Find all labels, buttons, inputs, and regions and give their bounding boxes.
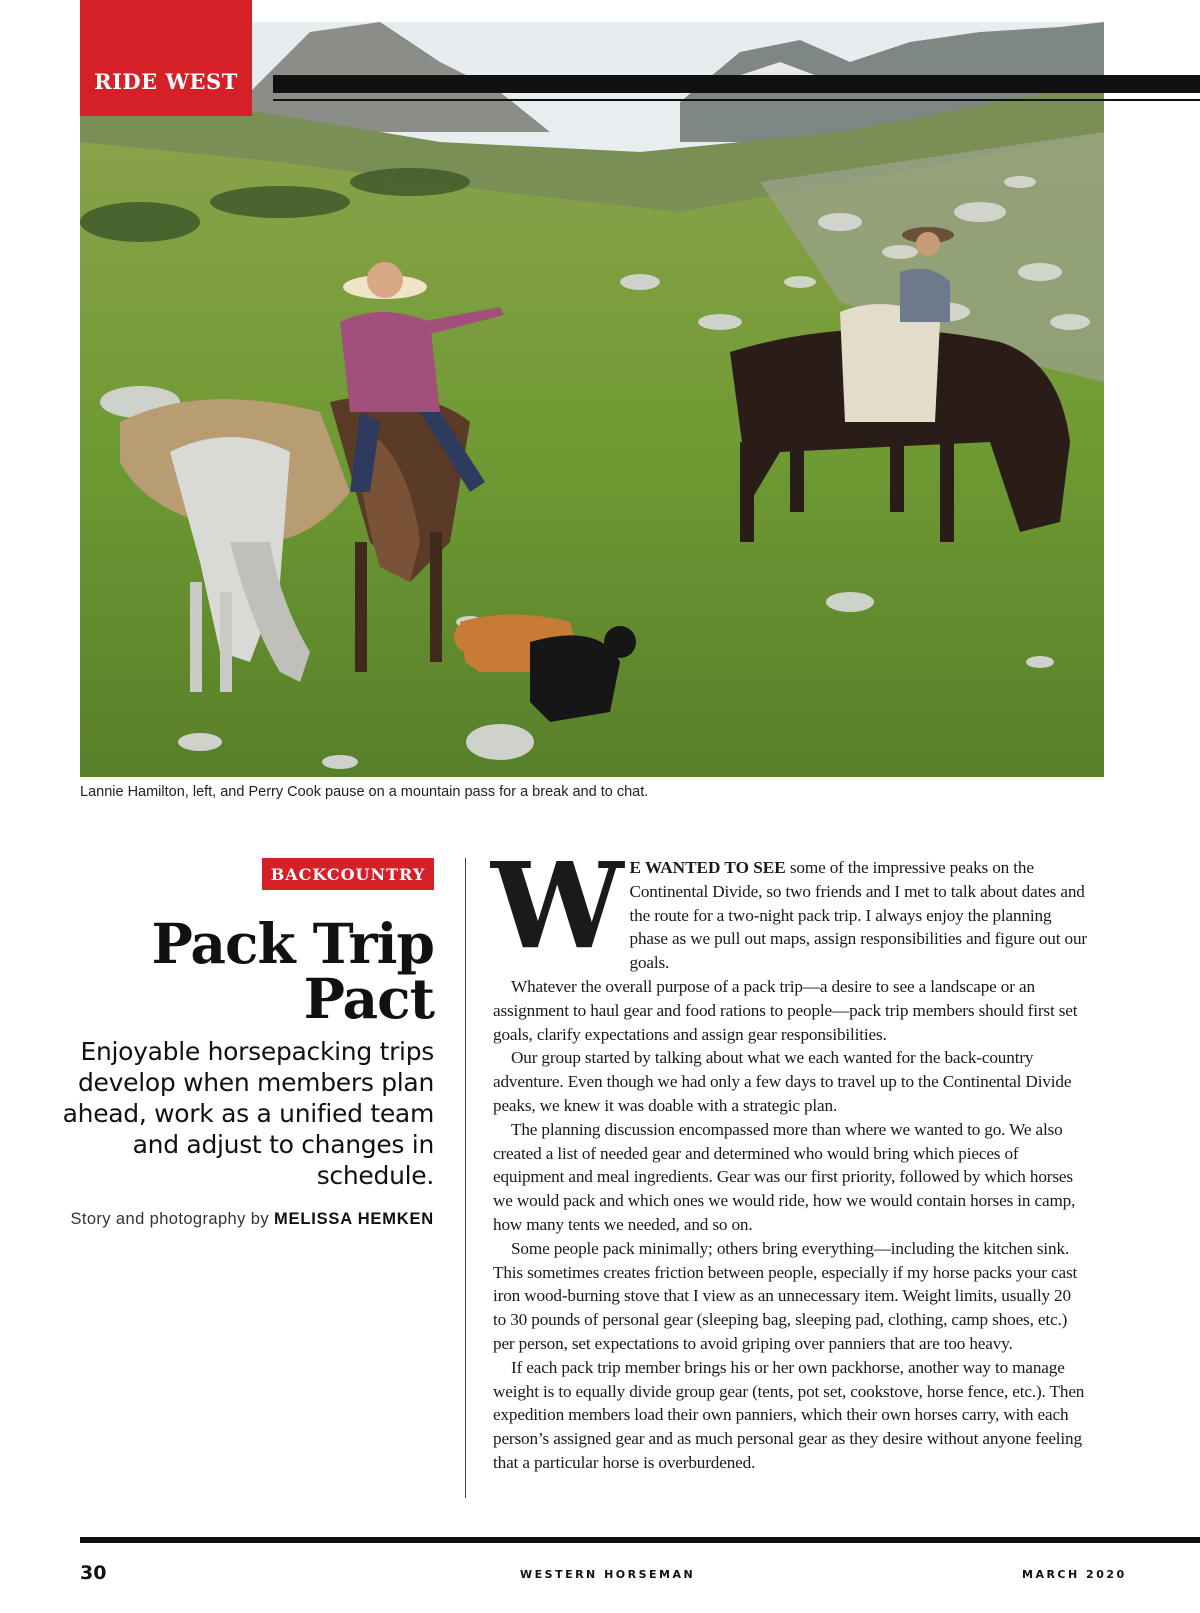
body-paragraph: Whatever the overall purpose of a pack trip—a desire to see a landscape or an assignment to haul gear and food rations to people—pack trip members should first set goals, clarify expectations and assign gear responsibilities. xyxy=(493,976,1078,1044)
body-paragraph: If each pack trip member brings his or her own packhorse, another way to manage weight is to equally divide group gear (tents, pot set, cookstove, horse fence, etc.). Then expedition members load their own panniers, which their own horses carry, with each person’s assigned gear and as much personal gear as they desire without anyone feeling that a particular horse is overburdened. xyxy=(493,1357,1085,1472)
byline-prefix: Story and photography by xyxy=(70,1210,269,1228)
article-kicker: BACKCOUNTRY xyxy=(262,858,434,890)
photo-caption: Lannie Hamilton, left, and Perry Cook pause on a mountain pass for a break and to chat. xyxy=(80,784,649,800)
footer-rule xyxy=(80,1537,1200,1543)
article-deck: Enjoyable horsepacking trips develop when members plan ahead, work as a unified team and adjust to changes in schedule. xyxy=(62,1037,434,1190)
feature-photo xyxy=(80,22,1104,777)
lead-in: E WANTED TO SEE xyxy=(629,858,786,877)
paragraph-text: some of the impressive peaks on the Continental Divide, so two friends and I met to talk about dates and the route for a two-night pack trip. I always enjoy the planning phase as we pull out maps, assign responsibilities and figure out our goals. xyxy=(629,858,1087,973)
issue-date: MARCH 2020 xyxy=(1022,1568,1127,1581)
body-paragraph xyxy=(491,836,1088,975)
body-paragraph: Our group started by talking about what we each wanted for the back-country adventure. Even though we had only a few days to travel up to the Continental Divide peaks, we knew it was doable with a strategic plan. xyxy=(493,1048,1072,1115)
page-number: 30 xyxy=(80,1562,107,1584)
body-paragraph: Some people pack minimally; others bring everything—including the kitchen sink. This sometimes creates friction between people, especially if my horse packs your cast iron wood-burning stove that I view as an unnecessary item. Weight limits, usually 20 to 30 pounds of personal gear (sleeping bag, sleeping pad, clothing, camp shoes, etc.) per person, set expectations to avoid griping over panniers that are too heavy. xyxy=(493,1238,1078,1353)
body-paragraph: The planning discussion encompassed more than where we wanted to go. We also created a list of needed gear and determined who would bring which pieces of equipment and meal ingredients. Gear was our first priority, followed by which horses we would pack and which ones we would ride, how we would contain horses in camp, how many tents we needed, and so on. xyxy=(493,1119,1076,1234)
headline-line-1: Pack Trip xyxy=(151,911,434,976)
byline-author: MELISSA HEMKEN xyxy=(273,1210,434,1228)
section-tag: RIDE WEST xyxy=(80,0,252,116)
headline-line-2: Pact xyxy=(303,966,434,1031)
mountain-meadow-illustration xyxy=(80,22,1104,777)
header-rule-thin xyxy=(273,99,1200,101)
byline xyxy=(14,1210,434,1229)
magazine-name: WESTERN HORSEMAN xyxy=(520,1568,696,1581)
drop-cap: W xyxy=(491,836,620,975)
article-headline xyxy=(14,911,434,1031)
column-divider xyxy=(465,858,466,1498)
header-rule xyxy=(273,75,1200,93)
article-body xyxy=(491,836,1088,1475)
